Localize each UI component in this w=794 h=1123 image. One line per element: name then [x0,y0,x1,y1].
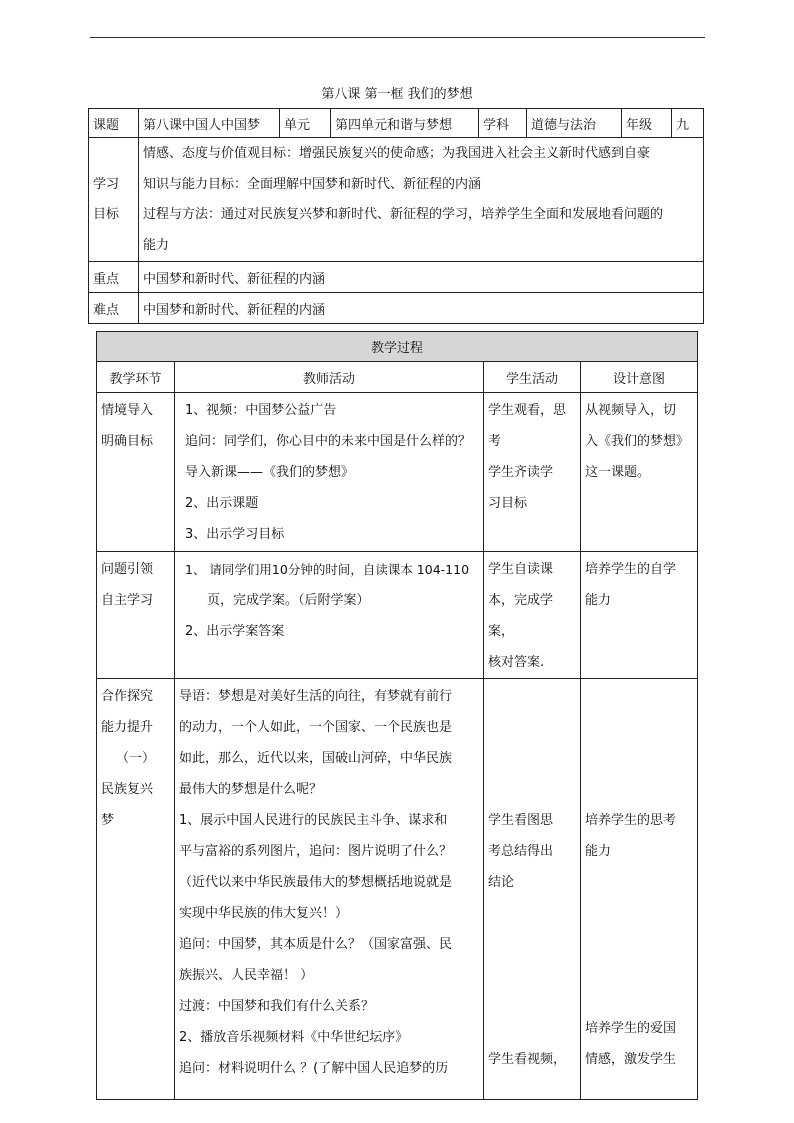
unit-value: 第四单元和谐与梦想 [331,109,479,138]
goal-line: 能力 [143,237,170,253]
intent-line: 能力 [585,593,612,608]
stage-cell [97,679,175,1100]
teacher-line: 平与富裕的系列图片，追问：图片说明了什么？ [179,844,453,859]
stage-line: 问题引领 [101,562,154,577]
goals-label-line: 学习 [93,176,120,192]
teacher-line: 追问：材料说明什么 ？(了解中国人民追梦的历 [179,1061,449,1076]
stage-cell [97,393,175,552]
process-band-row [97,332,698,362]
teaching-process-table [96,331,698,1100]
teacher-activity-cell [175,552,484,679]
student-line: 学生观看，思 [488,403,567,418]
column-header: 设计意图 [581,362,698,393]
difficult-value: 中国梦和新时代、新征程的内涵 [139,293,704,324]
column-header: 教学环节 [97,362,175,393]
lesson-info-table [88,108,704,324]
process-band: 教学过程 [97,332,698,362]
stage-line: （一） [115,751,155,766]
difficult-label: 难点 [89,293,139,324]
cell-spacer [585,681,693,805]
stage-line: 情境导入 [101,403,154,418]
unit-label: 单元 [280,109,331,138]
teacher-line: 页，完成学案。（后附学案） [207,593,370,608]
student-activity-cell [484,552,581,679]
intent-line: 这一课题。 [585,465,651,480]
goals-row [89,138,704,262]
key-label: 重点 [89,262,139,293]
teacher-line: 1、视频：中国梦公益广告 [185,403,337,418]
column-header: 学生活动 [484,362,581,393]
subject-label: 学科 [479,109,527,138]
student-line: 结论 [488,875,515,890]
stage-line: 能力提升 [101,720,154,735]
teacher-activity-cell [175,679,484,1100]
teacher-line: 导入新课——《我们的梦想》 [185,465,355,480]
stage-line: 民族复兴 [101,782,154,797]
design-intent-cell [581,552,698,679]
stage-line: 明确目标 [101,434,154,449]
teacher-line: 族振兴、人民幸福！ ） [179,968,314,983]
student-line: 学生齐读学 [488,465,554,480]
teacher-activity-cell [175,393,484,552]
teacher-line: 实现中华民族的伟大复兴！） [179,906,349,921]
table-row [97,679,698,1100]
design-intent-cell [581,679,698,1100]
teacher-line: 的动力，一个人如此，一个国家、一个民族也是 [179,720,453,735]
goal-line: 情感、态度与价值观目标：增强民族复兴的使命感；为我国进入社会主义新时代感到自豪 [143,146,651,161]
subject-value: 道德与法治 [527,109,622,138]
student-line: 学生自读课 [488,562,554,577]
teacher-line: 3、出示学习目标 [185,527,285,542]
design-intent-cell [581,393,698,552]
goals-label [89,138,139,262]
lesson-row [89,109,704,138]
intent-line: 从视频导入，切 [585,403,677,418]
table-row [97,393,698,552]
student-line: 考 [488,434,502,449]
student-line: 学生看视频， [488,1052,567,1067]
cell-spacer [488,681,576,805]
teacher-line: 导语：梦想是对美好生活的向往，有梦就有前行 [179,689,453,704]
student-activity-cell [484,679,581,1100]
student-line: 习目标 [488,496,528,511]
teacher-line: 1、 请同学们用10分钟的时间，自读课本 104-110 [185,562,470,577]
teacher-line: 过渡：中国梦和我们有什么关系？ [179,999,375,1014]
difficult-point-row [89,293,704,324]
teacher-line: 追问：同学们，你心目中的未来中国是什么样的？ [185,434,472,449]
teacher-line: 1、展示中国人民进行的民族民主斗争、谋求和 [179,813,448,828]
goals-label-line: 目标 [93,206,120,222]
stage-cell [97,552,175,679]
lesson-label: 课题 [89,109,139,138]
stage-line: 梦 [101,813,115,828]
grade-label: 年级 [622,109,672,138]
student-line: 本，完成学案， [488,593,554,639]
lesson-value: 第八课中国人中国梦 [139,109,280,138]
cell-spacer [488,898,576,1044]
teacher-line: 2、播放音乐视频材料《中华世纪坛序》 [179,1030,409,1045]
stage-line: 自主学习 [101,593,154,608]
teacher-line: 最伟大的梦想是什么呢？ [179,782,323,797]
teacher-line: 2、出示课题 [185,496,259,511]
intent-line: 培养学生的自学 [585,562,677,577]
goal-line: 知识与能力目标：全面理解中国梦和新时代、新征程的内涵 [143,176,482,192]
intent-line: 培养学生的爱国 [585,1021,677,1036]
process-header-row [97,362,698,393]
teacher-line: 如此，那么，近代以来，国破山河碎，中华民族 [179,751,453,766]
student-activity-cell [484,393,581,552]
header-rule [90,37,705,38]
column-header: 教师活动 [175,362,484,393]
grade-value: 九 [672,109,704,138]
key-value: 中国梦和新时代、新征程的内涵 [139,262,704,293]
cell-spacer [585,867,693,1013]
student-line: 考总结得出 [488,844,554,859]
intent-line: 能力 [585,844,612,859]
page-title: 第八课 第一框 我们的梦想 [321,87,473,102]
table-row [97,552,698,679]
goals-content [139,138,704,262]
student-line: 核对答案. [488,655,545,670]
intent-line: 入《我们的梦想》 [585,434,690,449]
key-point-row [89,262,704,293]
student-line: 学生看图思 [488,813,554,828]
intent-line: 情感，激发学生 [585,1052,677,1067]
goal-line: 过程与方法：通过对民族复兴梦和新时代、新征程的学习，培养学生全面和发展地看问题的 [143,207,664,222]
teacher-line: （近代以来中华民族最伟大的梦想概括地说就是 [179,875,453,890]
teacher-line: 2、出示学案答案 [185,624,285,639]
teacher-line: 追问：中国梦，其本质是什么？（国家富强、民 [179,937,453,952]
intent-line: 培养学生的思考 [585,813,677,828]
stage-line: 合作探究 [101,689,154,704]
